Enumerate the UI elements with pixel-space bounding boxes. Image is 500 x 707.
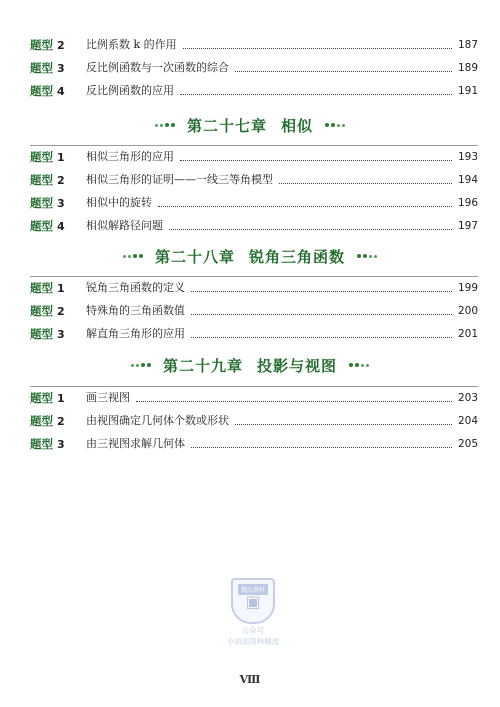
toc-entry-title: 解直角三角形的应用 [86,327,185,340]
toc-entry-title: 锐角三角函数的定义 [86,281,185,294]
dot-leader [136,400,452,402]
question-type-label: 题型 3 [30,60,65,75]
toc-entry-title: 由三视图求解几何体 [86,437,185,450]
toc-row[interactable] [30,218,478,234]
toc-entry-title: 比例系数 k 的作用 [86,38,177,51]
toc-row[interactable] [30,413,478,429]
dot-leader [191,336,452,338]
chapter-heading[interactable] [0,243,500,269]
dot-leader [191,290,452,292]
dot-leader [191,313,452,315]
decorative-dots-icon [349,363,369,367]
dot-leader [180,93,452,95]
question-type-label: 题型 3 [30,195,65,210]
dot-leader [158,205,452,207]
decorative-dots-icon [123,254,143,258]
toc-row[interactable] [30,37,478,53]
question-type-label: 题型 3 [30,326,65,341]
chapter-heading[interactable] [0,112,500,138]
toc-row[interactable] [30,60,478,76]
question-type-label: 题型 2 [30,172,65,187]
toc-page-number: 203 [457,392,478,404]
toc-entry-title: 相似中的旋转 [86,196,152,209]
toc-page-number: 199 [457,282,478,294]
chapter-title: 第二十八章 锐角三角函数 [154,247,346,266]
decorative-dots-icon [131,363,151,367]
toc-page-number: 187 [457,39,478,51]
toc-entry-title: 反比例函数的应用 [86,84,174,97]
toc-page-number: 201 [457,328,478,340]
decorative-dots-icon [155,123,175,127]
dot-leader [191,446,452,448]
toc-entry-title: 由视图确定几何体个数或形状 [86,414,229,427]
toc-page-number: 194 [457,174,478,186]
toc-entry-title: 相似解路径问题 [86,219,163,232]
question-type-label: 题型 1 [30,149,65,164]
watermark-text: 公众号 [241,626,265,635]
toc-row[interactable] [30,390,478,406]
question-type-label: 题型 1 [30,280,65,295]
toc-row[interactable] [30,172,478,188]
question-type-label: 题型 2 [30,303,65,318]
section-divider [30,145,478,146]
toc-row[interactable] [30,436,478,452]
chapter-heading[interactable] [0,352,500,378]
watermark-text: 小初高资料精选 [226,637,280,646]
dot-leader [279,182,452,184]
toc-row[interactable] [30,149,478,165]
section-divider [30,276,478,277]
dot-leader [183,47,452,49]
toc-page-number: 200 [457,305,478,317]
toc-row[interactable] [30,195,478,211]
toc-row[interactable] [30,83,478,99]
chapter-title: 第二十七章 相似 [186,116,314,135]
toc-page-number: 204 [457,415,478,427]
toc-entry-title: 特殊角的三角函数值 [86,304,185,317]
footer-page-number: Ⅷ [239,673,261,686]
decorative-dots-icon [357,254,377,258]
question-type-label: 题型 4 [30,218,65,233]
toc-page-number: 189 [457,62,478,74]
section-divider [30,386,478,387]
question-type-label: 题型 2 [30,413,65,428]
toc-row[interactable] [30,303,478,319]
watermark-logo [218,578,288,654]
toc-row[interactable] [30,280,478,296]
dot-leader [169,228,452,230]
dot-leader [235,423,452,425]
toc-page-number: 205 [457,438,478,450]
dot-leader [180,159,452,161]
toc-entry-title: 相似三角形的证明——一线三等角模型 [86,173,273,186]
toc-page-number: 191 [457,85,478,97]
toc-page-number: 196 [457,197,478,209]
toc-page-number: 193 [457,151,478,163]
decorative-dots-icon [325,123,345,127]
question-type-label: 题型 1 [30,390,65,405]
toc-row[interactable] [30,326,478,342]
question-type-label: 题型 3 [30,436,65,451]
toc-entry-title: 反比例函数与一次函数的综合 [86,61,229,74]
toc-entry-title: 画三视图 [86,391,130,404]
dot-leader [235,70,452,72]
shield-icon: ▣ [231,578,275,624]
question-type-label: 题型 4 [30,83,65,98]
question-type-label: 题型 2 [30,37,65,52]
toc-page-number: 197 [457,220,478,232]
chapter-title: 第二十九章 投影与视图 [162,356,338,375]
toc-entry-title: 相似三角形的应用 [86,150,174,163]
watermark-banner: 精品资料 [238,584,268,595]
